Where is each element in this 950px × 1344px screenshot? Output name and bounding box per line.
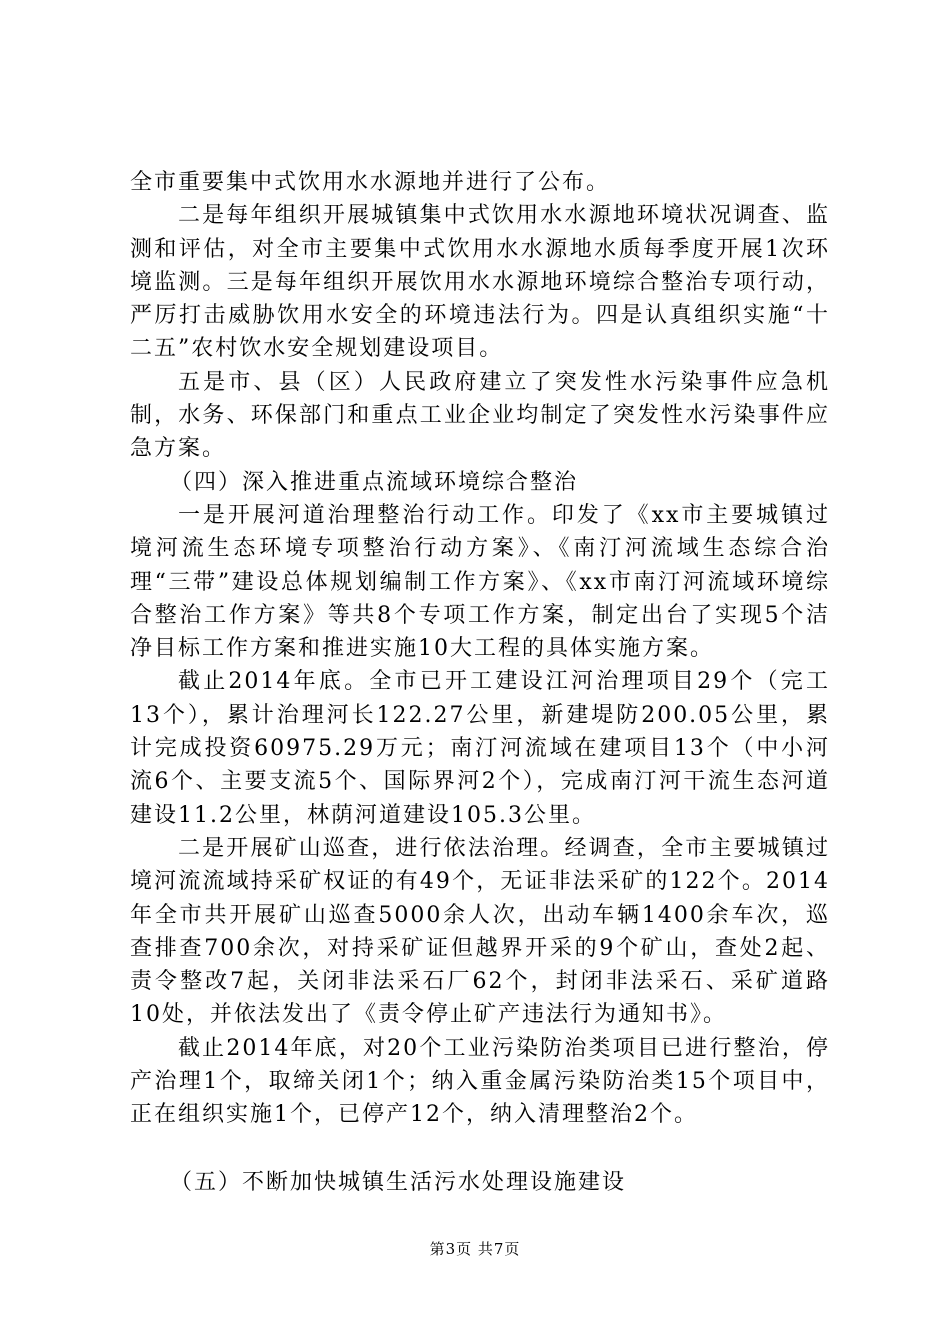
paragraph: 五是市、县（区）人民政府建立了突发性水污染事件应急机制，水务、环保部门和重点工业企业均制定了突发性水污染事件应急方案。 <box>130 369 830 462</box>
document-body <box>130 166 830 1199</box>
paragraph-gap <box>130 1132 830 1166</box>
paragraph: 截止2014年底，对20个工业污染防治类项目已进行整治，停产治理1个，取缔关闭1个；纳入重金属污染防治类15个项目中，正在组织实施1个，已停产12个，纳入清理整治2个。 <box>130 1035 830 1128</box>
paragraph: 二是开展矿山巡查，进行依法治理。经调查，全市主要城镇过境河流流域持采矿权证的有49个，无证非法采矿的122个。2014年全市共开展矿山巡查5000余人次，出动车辆1400余车次，巡查排查700余次，对持采矿证但越界开采的9个矿山，查处2起、责令整改7起，关闭非法采石厂62个，封闭非法采石、采矿道路10处，并依法发出了《责令停止矿产违法行为通知书》。 <box>130 835 830 1028</box>
paragraph: 截止2014年底。全市已开工建设江河治理项目29个（完工13个），累计治理河长122.27公里，新建堤防200.05公里，累计完成投资60975.29万元；南汀河流域在建项目13个（中小河流6个、主要支流5个、国际界河2个），完成南汀河干流生态河道建设11.2公里，林荫河道建设105.3公里。 <box>130 669 830 828</box>
paragraph: 二是每年组织开展城镇集中式饮用水水源地环境状况调查、监测和评估，对全市主要集中式饮用水水源地水质每季度开展1次环境监测。三是每年组织开展饮用水水源地环境综合整治专项行动，严厉打击威胁饮用水安全的环境违法行为。四是认真组织实施“十二五”农村饮水安全规划建设项目。 <box>130 203 830 362</box>
paragraph-continuation: 全市重要集中式饮用水水源地并进行了公布。 <box>130 170 611 195</box>
paragraph: 一是开展河道治理整治行动工作。印发了《xx市主要城镇过境河流生态环境专项整治行动方案》、《南汀河流域生态综合治理“三带”建设总体规划编制工作方案》、《xx市南汀河流域环境综合整治工作方案》等共8个专项工作方案，制定出台了实现5个洁净目标工作方案和推进实施10大工程的具体实施方案。 <box>130 502 830 662</box>
section-heading: （五）不断加快城镇生活污水处理设施建设 <box>170 1169 627 1195</box>
section-heading: （四）深入推进重点流域环境综合整治 <box>170 469 579 495</box>
page-footer: 第3页 共7页 <box>429 1240 521 1258</box>
